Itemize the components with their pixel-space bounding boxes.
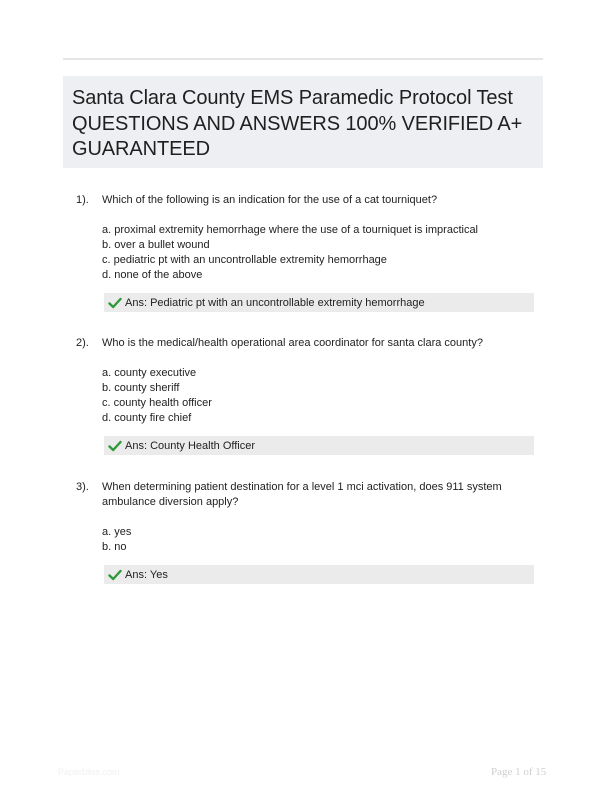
question-text: Which of the following is an indication for the use of a cat tourniquet? xyxy=(102,194,438,206)
question-body xyxy=(102,480,534,584)
footer-watermark: Paperbliss.com xyxy=(58,767,120,777)
top-divider xyxy=(63,58,543,60)
answer-text: Ans: County Health Officer xyxy=(125,439,256,452)
question-number: 1). xyxy=(76,194,89,206)
title-banner xyxy=(63,76,543,168)
answer-box xyxy=(104,565,534,584)
page-number: Page 1 of 15 xyxy=(491,766,547,778)
answer-option: c. pediatric pt with an uncontrollable extremity hemorrhage xyxy=(102,254,387,266)
answer-option: b. no xyxy=(102,541,127,553)
question-number: 3). xyxy=(76,481,89,493)
answer-text: Ans: Pediatric pt with an uncontrollable extremity hemorrhage xyxy=(125,296,425,309)
check-icon xyxy=(108,297,122,309)
check-icon xyxy=(108,569,122,581)
answer-option: d. none of the above xyxy=(102,269,203,281)
answer-text: Ans: Yes xyxy=(125,568,168,581)
question-text: When determining patient destination for a level 1 mci activation, does 911 system ambulance diversion apply? xyxy=(102,481,502,508)
question-number: 2). xyxy=(76,337,89,349)
check-icon xyxy=(108,440,122,452)
answer-option: d. county fire chief xyxy=(102,412,192,424)
answer-box xyxy=(104,436,534,455)
answer-option: c. county health officer xyxy=(102,397,212,409)
question-body xyxy=(102,336,534,455)
document-title: Santa Clara County EMS Paramedic Protocol Test QUESTIONS AND ANSWERS 100% VERIFIED A+ GUARANTEED xyxy=(72,87,523,160)
question-body xyxy=(102,193,534,312)
question-text: Who is the medical/health operational area coordinator for santa clara county? xyxy=(102,337,483,349)
answer-option: b. over a bullet wound xyxy=(102,239,210,251)
answer-option: a. yes xyxy=(102,526,132,538)
answer-option: b. county sheriff xyxy=(102,382,180,394)
answer-box xyxy=(104,293,534,312)
answer-option: a. proximal extremity hemorrhage where the use of a tourniquet is impractical xyxy=(102,224,479,236)
answer-option: a. county executive xyxy=(102,367,197,379)
